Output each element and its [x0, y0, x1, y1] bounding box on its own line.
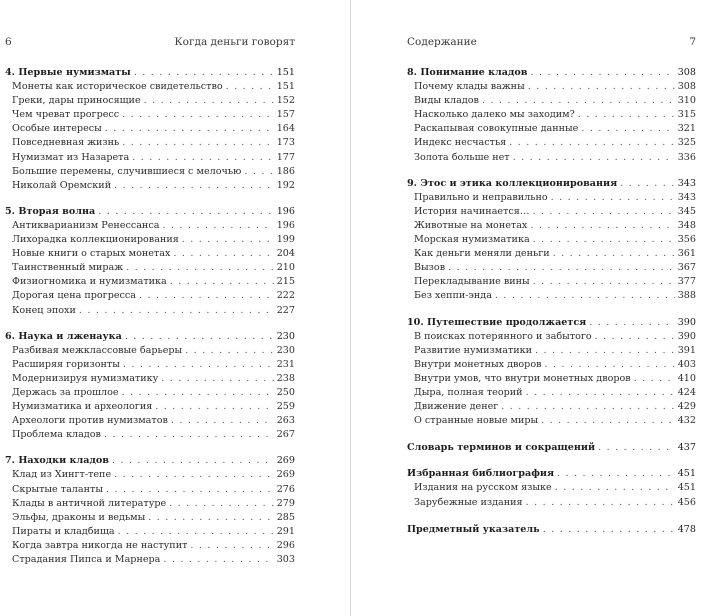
leader-dots: [182, 233, 274, 247]
toc-page-number: 276: [276, 483, 295, 495]
leader-dots: [123, 358, 274, 372]
leader-dots: [589, 316, 674, 330]
toc-chapter-title: 10. Путешествие продолжается: [407, 316, 587, 328]
leader-dots: [122, 386, 274, 400]
toc-page-number: 267: [276, 429, 295, 441]
toc-page-number: 432: [677, 415, 696, 427]
toc-page-number: 222: [276, 290, 295, 302]
toc-subentry-title: Как деньги меняли деньги: [414, 248, 550, 260]
toc-subentry-title: Животные на монетах: [414, 219, 528, 231]
toc-subentry-title: Внутри умов, что внутри монетных дворов: [414, 372, 631, 384]
toc-page-number: 456: [677, 496, 696, 508]
toc-page-number: 296: [276, 539, 295, 551]
right-page: [351, 0, 704, 616]
toc-glossary: [407, 441, 696, 455]
toc-subentry[interactable]: [5, 108, 295, 122]
toc-page-number: 429: [677, 401, 696, 413]
leader-dots: [526, 496, 675, 510]
toc-subentry-title: Николай Оремский: [12, 179, 112, 191]
leader-dots: [144, 94, 274, 108]
toc-subentry[interactable]: [5, 553, 295, 567]
toc-subentry[interactable]: [407, 205, 696, 219]
toc-page-number: 345: [677, 205, 696, 217]
leader-dots: [112, 454, 274, 468]
toc-subentry[interactable]: [407, 496, 696, 510]
toc-page-number: 192: [276, 179, 295, 191]
toc-subentry-title: Нумизмат из Назарета: [12, 151, 130, 163]
leader-dots: [185, 344, 274, 358]
toc-subentry-title: Конец эпохи: [12, 304, 76, 316]
toc-index: [407, 523, 696, 537]
leader-dots: [526, 386, 675, 400]
toc-subentry[interactable]: [5, 151, 295, 165]
leader-dots: [226, 80, 274, 94]
leader-dots: [162, 219, 273, 233]
toc-page-number: 199: [276, 234, 295, 246]
toc-subentry-title: Пираты и кладбища: [12, 525, 115, 537]
toc-subentry[interactable]: [407, 261, 696, 275]
toc-subentry[interactable]: [5, 233, 295, 247]
toc-subentry-title: Клады в античной литературе: [12, 497, 167, 509]
toc-page-number: 451: [677, 468, 696, 480]
toc-chapter-title: 9. Этос и этика коллекционирования: [407, 177, 618, 189]
toc-subentry-title: Внутри монетных дворов: [414, 358, 542, 370]
toc-subentry[interactable]: [5, 247, 295, 261]
toc-page-number: 303: [276, 554, 295, 565]
toc-page-number: 390: [677, 330, 696, 342]
left-running-title: Когда деньги говорят: [174, 36, 295, 48]
left-page: [0, 0, 350, 616]
right-running-title: Содержание: [407, 36, 477, 48]
toc-subentry-title: Повседневная жизнь: [12, 137, 120, 149]
toc-page-number: 308: [677, 81, 696, 93]
toc-subentry[interactable]: [5, 165, 295, 179]
toc-subentry[interactable]: [5, 525, 295, 539]
toc-subentry-title: Движение денег: [414, 401, 499, 413]
toc-subentry-title: Индекс несчастья: [414, 137, 507, 149]
toc-page-number: 325: [677, 137, 696, 149]
toc-subentry-title: Когда завтра никогда не наступит: [12, 539, 188, 551]
toc-page-number: 164: [276, 123, 295, 135]
toc-page-number: 196: [276, 205, 295, 217]
toc-subentry[interactable]: [407, 247, 696, 261]
toc-chapter-entry[interactable]: [407, 177, 696, 191]
leader-dots: [79, 304, 274, 318]
leader-dots: [122, 136, 273, 150]
toc-subentry[interactable]: [5, 80, 295, 94]
toc-page-number: 259: [276, 401, 295, 413]
toc-entry-bibliography[interactable]: [407, 467, 696, 481]
toc-chapter-title: 5. Вторая волна: [5, 205, 96, 217]
toc-subentry[interactable]: [5, 289, 295, 303]
leader-dots: [532, 205, 674, 219]
toc-chapter-entry[interactable]: [407, 66, 696, 80]
toc-chapter-entry[interactable]: [5, 330, 295, 344]
toc-chapter-title: 6. Наука и лженаука: [5, 330, 122, 342]
toc-page-number: 410: [677, 372, 696, 384]
toc-page-number: 348: [677, 219, 696, 231]
leader-dots: [513, 151, 675, 165]
toc-subentry[interactable]: [407, 191, 696, 205]
leader-dots: [105, 122, 274, 136]
toc-chapter: [5, 330, 295, 443]
toc-subentry-title: Вызов: [414, 262, 446, 274]
toc-subentry-title: Физиогномика и нумизматика: [12, 276, 167, 288]
toc-subentry[interactable]: [407, 219, 696, 233]
toc-subentry-title: Держась за прошлое: [12, 386, 119, 398]
toc-subentry[interactable]: [5, 122, 295, 136]
toc-subentry[interactable]: [407, 151, 696, 165]
toc-subentry[interactable]: [407, 136, 696, 150]
toc-subentry-title: Разбивая межклассовые барьеры: [12, 344, 183, 356]
toc-page-number: 356: [677, 234, 696, 246]
toc-page-number: 227: [276, 304, 295, 316]
leader-dots: [104, 428, 274, 442]
toc-subentry-title: Нумизматика и археология: [12, 401, 153, 413]
toc-subentry-title: Чем чреват прогресс: [12, 109, 120, 121]
toc-page-number: 151: [276, 81, 295, 93]
toc-subentry[interactable]: [407, 386, 696, 400]
toc-subentry[interactable]: [5, 428, 295, 442]
toc-page-number: 388: [677, 290, 696, 302]
toc-page-number: 315: [677, 109, 696, 121]
toc-page-number: 291: [276, 525, 295, 537]
toc-subentry[interactable]: [407, 481, 696, 495]
toc-subentry[interactable]: [5, 539, 295, 553]
leader-dots: [581, 122, 674, 136]
toc-subentry-title: Греки, дары приносящие: [12, 95, 141, 107]
toc-entry-glossary[interactable]: [407, 441, 696, 455]
toc-page-number: 390: [677, 316, 696, 328]
toc-chapter-title: 7. Находки кладов: [5, 455, 109, 467]
toc-subentry[interactable]: [5, 511, 295, 525]
toc-page-number: 230: [276, 330, 295, 342]
leader-dots: [535, 344, 675, 358]
toc-chapter-entry[interactable]: [5, 66, 295, 80]
toc-subentry-title: Развитие нумизматики: [414, 344, 533, 356]
toc-page-number: 263: [276, 415, 295, 427]
toc-subentry[interactable]: [5, 358, 295, 372]
leader-dots: [98, 205, 273, 219]
leader-dots: [543, 523, 675, 537]
leader-dots: [114, 468, 274, 482]
toc-subentry[interactable]: [407, 80, 696, 94]
toc-page-number: 343: [677, 177, 696, 189]
toc-chapter-title: 4. Первые нумизматы: [5, 67, 131, 78]
toc-subentry[interactable]: [407, 400, 696, 414]
toc-subentry-title: Виды кладов: [414, 95, 479, 107]
toc-subentry-title: Археологи против нумизматов: [12, 415, 168, 427]
toc-subentry[interactable]: [407, 233, 696, 247]
leader-dots: [634, 372, 675, 386]
toc-page-number: 279: [276, 497, 295, 509]
leader-dots: [163, 553, 273, 567]
toc-page-number: 238: [276, 372, 295, 384]
toc-entry-title: Избранная библиография: [407, 468, 555, 480]
toc-chapter-entry[interactable]: [407, 316, 696, 330]
leader-dots: [139, 289, 274, 303]
toc-chapter: [5, 66, 295, 193]
leader-dots: [553, 247, 675, 261]
toc-subentry[interactable]: [5, 304, 295, 318]
toc-page-number: 269: [276, 469, 295, 481]
toc-page-number: 403: [677, 358, 696, 370]
toc-page-number: 230: [276, 344, 295, 356]
leader-dots: [126, 261, 274, 275]
leader-dots: [533, 233, 675, 247]
toc-subentry-title: В поисках потерянного и забытого: [414, 330, 592, 342]
toc-page-number: 310: [677, 95, 696, 107]
leader-dots: [482, 94, 675, 108]
toc-subentry[interactable]: [407, 358, 696, 372]
toc-page-number: 250: [276, 386, 295, 398]
toc-subentry-title: Зарубежные издания: [414, 496, 523, 508]
toc-subentry-title: Издания на русском языке: [414, 482, 552, 494]
toc-subentry-title: Лихорадка коллекционирования: [12, 234, 179, 246]
toc-subentry-title: Модернизируя нумизматику: [12, 372, 159, 384]
toc-subentry-title: Без хеппи-энда: [414, 290, 492, 302]
toc-subentry[interactable]: [407, 289, 696, 303]
toc-chapter: [5, 205, 295, 318]
toc-subentry-title: Особые интересы: [12, 123, 102, 135]
toc-subentry-title: Скрытые таланты: [12, 483, 103, 495]
leader-dots: [530, 219, 674, 233]
toc-chapter: [407, 177, 696, 304]
leader-dots: [578, 108, 675, 122]
leader-dots: [555, 481, 675, 495]
leader-dots: [551, 191, 675, 205]
toc-chapter-title: 8. Понимание кладов: [407, 67, 528, 78]
toc-subentry[interactable]: [5, 468, 295, 482]
toc-subentry[interactable]: [5, 136, 295, 150]
toc-subentry[interactable]: [5, 219, 295, 233]
toc-subentry[interactable]: [407, 122, 696, 136]
toc-subentry-title: История начинается…: [414, 205, 530, 217]
leader-dots: [557, 467, 675, 481]
toc-page-number: 231: [276, 358, 295, 370]
toc-page-number: 210: [276, 262, 295, 274]
toc-chapter: [407, 66, 696, 165]
toc-subentry-title: Страдания Пипса и Марнера: [12, 554, 161, 565]
leader-dots: [509, 136, 674, 150]
leader-dots: [620, 177, 674, 191]
toc-page-number: 391: [677, 344, 696, 356]
toc-subentry-title: Правильно и неправильно: [414, 191, 548, 203]
toc-entry-title: Словарь терминов и сокращений: [407, 442, 596, 454]
toc-subentry-title: Расширяя горизонты: [12, 358, 120, 370]
leader-dots: [125, 330, 274, 344]
leader-dots: [170, 275, 274, 289]
toc-page-number: 269: [276, 455, 295, 467]
toc-subentry[interactable]: [5, 261, 295, 275]
toc-page-number: 336: [677, 151, 696, 163]
leader-dots: [190, 539, 273, 553]
right-page-number: 7: [689, 36, 696, 48]
toc-subentry-title: Золота больше нет: [414, 151, 510, 163]
leader-dots: [244, 165, 273, 179]
toc-subentry[interactable]: [5, 414, 295, 428]
toc-subentry-title: Насколько далеко мы заходим?: [414, 109, 575, 121]
leader-dots: [598, 441, 675, 455]
toc-left: [5, 66, 295, 579]
toc-subentry-title: Монеты как историческое свидетельство: [12, 81, 223, 93]
leader-dots: [541, 414, 675, 428]
toc-page-number: 177: [276, 151, 295, 163]
toc-page-number: 478: [677, 523, 696, 535]
toc-page-number: 186: [276, 165, 295, 177]
toc-entry-index[interactable]: [407, 523, 696, 537]
toc-subentry-title: Таинственный мираж: [12, 262, 124, 274]
toc-subentry-title: Перекладывание вины: [414, 276, 530, 288]
toc-subentry[interactable]: [5, 179, 295, 193]
toc-chapter: [5, 454, 295, 567]
leader-dots: [530, 66, 674, 80]
toc-page-number: 173: [276, 137, 295, 149]
toc-subentry-title: Дорогая цена прогресса: [12, 290, 136, 302]
leader-dots: [118, 525, 274, 539]
toc-subentry-title: Дыра, полная теорий: [414, 386, 523, 398]
toc-page-number: 361: [677, 248, 696, 260]
leader-dots: [132, 151, 273, 165]
leader-dots: [448, 261, 675, 275]
toc-page-number: 321: [677, 123, 696, 135]
leader-dots: [495, 289, 675, 303]
toc-subentry-title: Большие перемены, случившиеся с мелочью: [12, 165, 242, 177]
toc-subentry[interactable]: [407, 330, 696, 344]
leader-dots: [501, 400, 674, 414]
toc-bibliography: [407, 467, 696, 509]
toc-page-number: 424: [677, 386, 696, 398]
leader-dots: [528, 80, 675, 94]
toc-subentry-title: О странные новые миры: [414, 415, 539, 427]
toc-subentry-title: Эльфы, драконы и ведьмы: [12, 511, 146, 523]
toc-subentry[interactable]: [5, 275, 295, 289]
leader-dots: [134, 66, 274, 80]
leader-dots: [155, 400, 273, 414]
toc-page-number: 196: [276, 219, 295, 231]
toc-entry-title: Предметный указатель: [407, 523, 540, 535]
toc-right: [407, 66, 696, 549]
toc-subentry[interactable]: [5, 400, 295, 414]
leader-dots: [545, 358, 675, 372]
toc-page-number: 437: [677, 442, 696, 454]
toc-page-number: 451: [677, 482, 696, 494]
toc-chapter-entry[interactable]: [5, 454, 295, 468]
toc-page-number: 285: [276, 511, 295, 523]
leader-dots: [169, 497, 274, 511]
toc-subentry-title: Клад из Хингт-тепе: [12, 469, 112, 481]
toc-subentry[interactable]: [5, 372, 295, 386]
toc-page-number: 157: [276, 109, 295, 121]
toc-page-number: 377: [677, 276, 696, 288]
toc-chapter: [407, 316, 696, 429]
toc-subentry-title: Морская нумизматика: [414, 234, 530, 246]
toc-subentry[interactable]: [5, 497, 295, 511]
toc-chapter-entry[interactable]: [5, 205, 295, 219]
toc-subentry[interactable]: [407, 372, 696, 386]
toc-page-number: 215: [276, 276, 295, 288]
leader-dots: [533, 275, 675, 289]
toc-page-number: 152: [276, 95, 295, 107]
leader-dots: [114, 179, 274, 193]
toc-subentry[interactable]: [407, 414, 696, 428]
leader-dots: [148, 511, 273, 525]
toc-subentry-title: Новые книги о старых монетах: [12, 248, 171, 260]
leader-dots: [122, 108, 274, 122]
leader-dots: [106, 483, 274, 497]
leader-dots: [161, 372, 273, 386]
toc-page-number: 343: [677, 191, 696, 203]
toc-subentry[interactable]: [5, 386, 295, 400]
leader-dots: [171, 414, 274, 428]
toc-subentry[interactable]: [5, 483, 295, 497]
toc-page-number: 204: [276, 248, 295, 260]
toc-page-number: 308: [677, 67, 696, 78]
left-page-number: 6: [5, 36, 12, 48]
toc-subentry[interactable]: [407, 344, 696, 358]
leader-dots: [595, 330, 675, 344]
toc-page-number: 151: [276, 67, 295, 78]
toc-subentry-title: Антикварианизм Ренессанса: [12, 219, 160, 231]
toc-page-number: 367: [677, 262, 696, 274]
toc-subentry[interactable]: [5, 344, 295, 358]
leader-dots: [173, 247, 273, 261]
toc-subentry-title: Проблема кладов: [12, 429, 101, 441]
toc-subentry[interactable]: [407, 275, 696, 289]
toc-subentry[interactable]: [407, 108, 696, 122]
toc-subentry-title: Почему клады важны: [414, 81, 525, 93]
toc-subentry[interactable]: [5, 94, 295, 108]
toc-subentry[interactable]: [407, 94, 696, 108]
toc-subentry-title: Раскапывая совокупные данные: [414, 123, 579, 135]
